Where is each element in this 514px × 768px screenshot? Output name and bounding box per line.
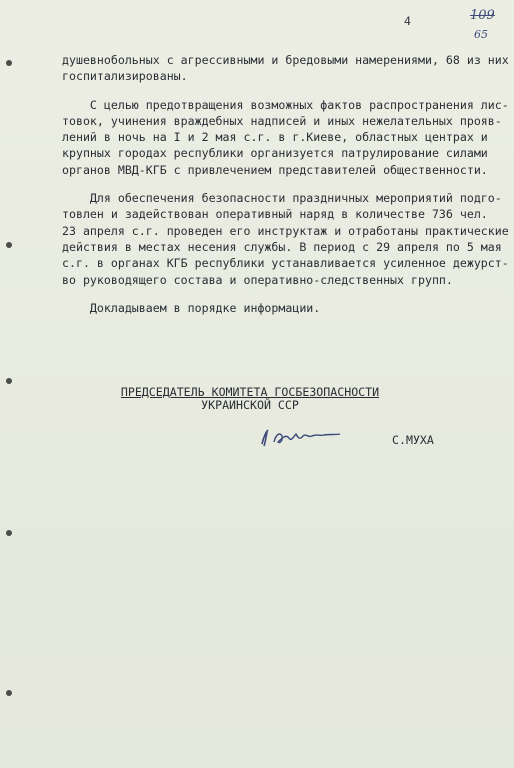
text-line: с.г. в органах КГБ республики устанавливается усиленное дежурст- xyxy=(62,256,509,271)
signer-name: С.МУХА xyxy=(392,433,434,447)
signer-position: ПРЕДСЕДАТЕЛЬ КОМИТЕТА ГОСБЕЗОПАСНОСТИ xyxy=(120,385,380,399)
paragraph xyxy=(62,52,508,85)
text-line: С целью предотвращения возможных фактов распространения лис- xyxy=(62,97,509,112)
page-number: 4 xyxy=(404,14,411,28)
text-line: лений в ночь на I и 2 мая с.г. в г.Киеве, областных центрах и xyxy=(62,130,488,145)
paragraph xyxy=(62,190,508,288)
punch-hole xyxy=(6,378,12,384)
punch-hole xyxy=(6,690,12,696)
text-line: органов МВД-КГБ с привлечением представителей общественности. xyxy=(62,162,488,177)
signer-organization: УКРАИНСКОЙ ССР xyxy=(201,398,299,412)
text-line: крупных городах республики организуется патрулирование силами xyxy=(62,146,488,161)
signature-block xyxy=(120,386,380,412)
text-line: госпитализированы. xyxy=(62,69,188,84)
handwritten-signature xyxy=(258,424,344,450)
text-line: товок, учинения враждебных надписей и иных нежелательных прояв- xyxy=(62,113,502,128)
text-line: Докладываем в порядке информации. xyxy=(62,300,321,315)
text-line: Для обеспечения безопасности праздничных мероприятий подго- xyxy=(62,191,502,206)
punch-hole xyxy=(6,530,12,536)
paragraph xyxy=(62,97,508,178)
punch-hole xyxy=(6,242,12,248)
text-line: действия в местах несения службы. В период с 29 апреля по 5 мая xyxy=(62,239,502,254)
punch-hole xyxy=(6,60,12,66)
text-line: во руководящего состава и оперативно-следственных групп. xyxy=(62,272,453,287)
text-line: 23 апреля с.г. проведен его инструктаж и отработаны практические xyxy=(62,223,509,238)
archive-mark-bottom: 65 xyxy=(474,28,488,41)
paragraph xyxy=(62,300,508,316)
archive-mark-top: 109 xyxy=(470,8,495,23)
document-body xyxy=(62,52,508,328)
text-line: душевнобольных с агрессивными и бредовыми намерениями, 68 из них xyxy=(62,53,509,67)
text-line: товлен и задействован оперативный наряд в количестве 736 чел. xyxy=(62,207,488,222)
